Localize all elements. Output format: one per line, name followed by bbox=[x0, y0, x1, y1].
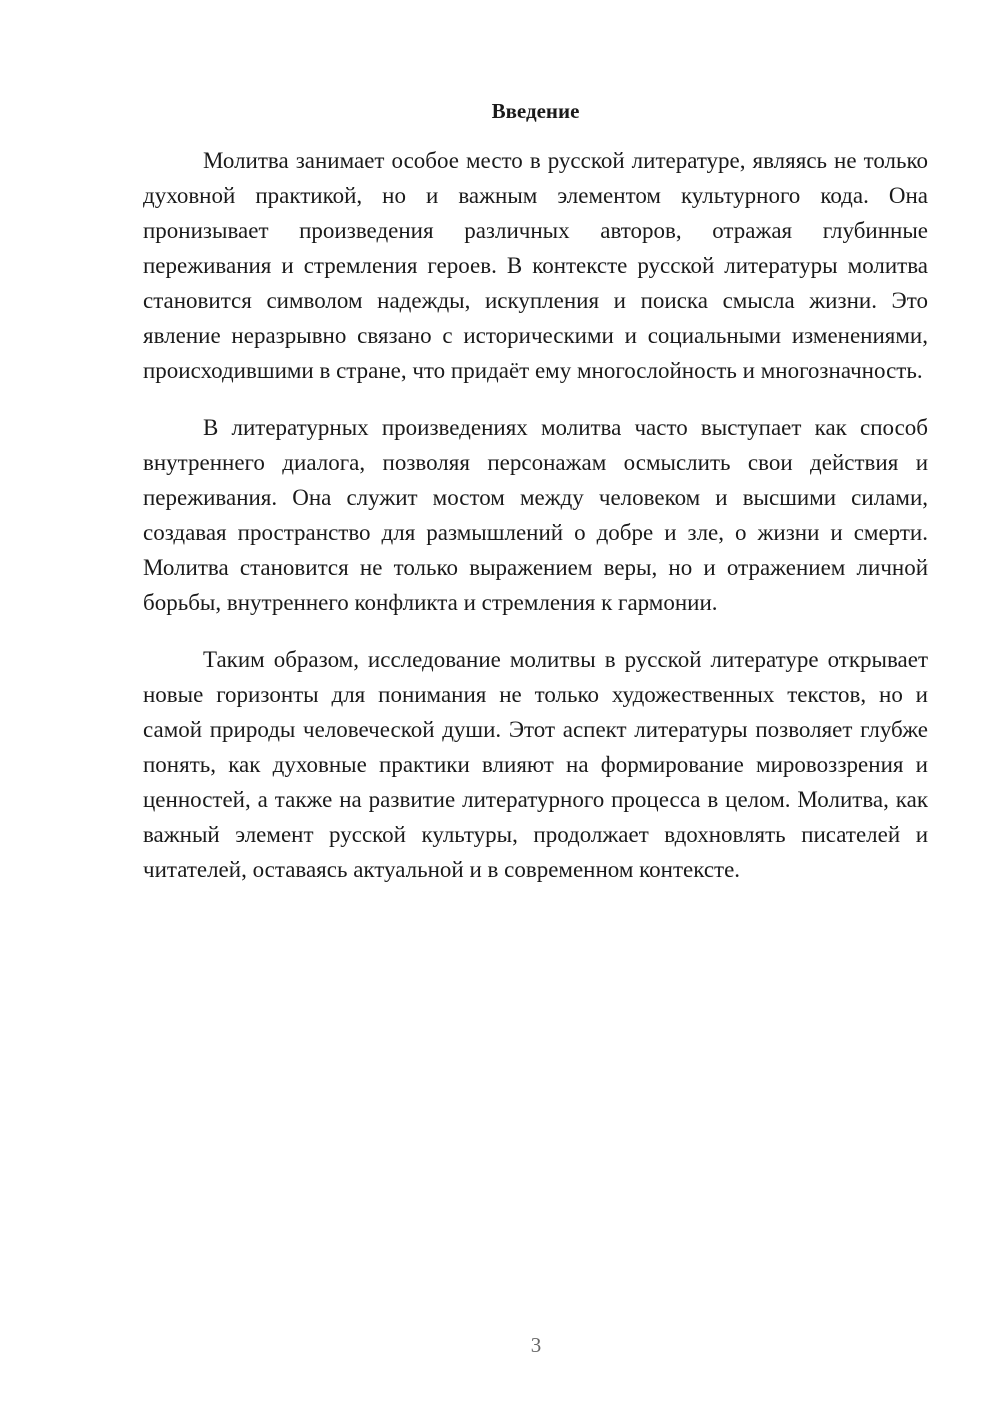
paragraph-3: Таким образом, исследование молитвы в русской литературе открывает новые горизонты для понимания не только художественных текстов, но и самой природы человеческой души. Этот аспект литературы позволяет глубже понять, как духовные практики влияют на формирование мировоззрения и ценностей, а также на развитие литературного процесса в целом. Молитва, как важный элемент русской культуры, продолжает вдохновлять писателей и читателей, оставаясь актуальной и в современном контексте. bbox=[143, 647, 928, 882]
paragraph-2: В литературных произведениях молитва часто выступает как способ внутреннего диалога, позволяя персонажам осмыслить свои действия и переживания. Она служит мостом между человеком и высшими силами, создавая пространство для размышлений о добре и зле, о жизни и смерти. Молитва становится не только выражением веры, но и отражением личной борьбы, внутреннего конфликта и стремления к гармонии. bbox=[143, 415, 928, 615]
paragraph-1: Молитва занимает особое место в русской литературе, являясь не только духовной практикой, но и важным элементом культурного кода. Она пронизывает произведения различных авторов, отражая глубинные переживания и стремления героев. В контексте русской литературы молитва становится символом надежды, искупления и поиска смысла жизни. Это явление неразрывно связано с историческими и социальными изменениями, происходившими в стране, что придаёт ему многослойность и многозначность. bbox=[143, 148, 928, 383]
page-number: 3 bbox=[530, 1333, 542, 1357]
body-text bbox=[143, 143, 928, 909]
section-title: Введение bbox=[491, 99, 580, 123]
